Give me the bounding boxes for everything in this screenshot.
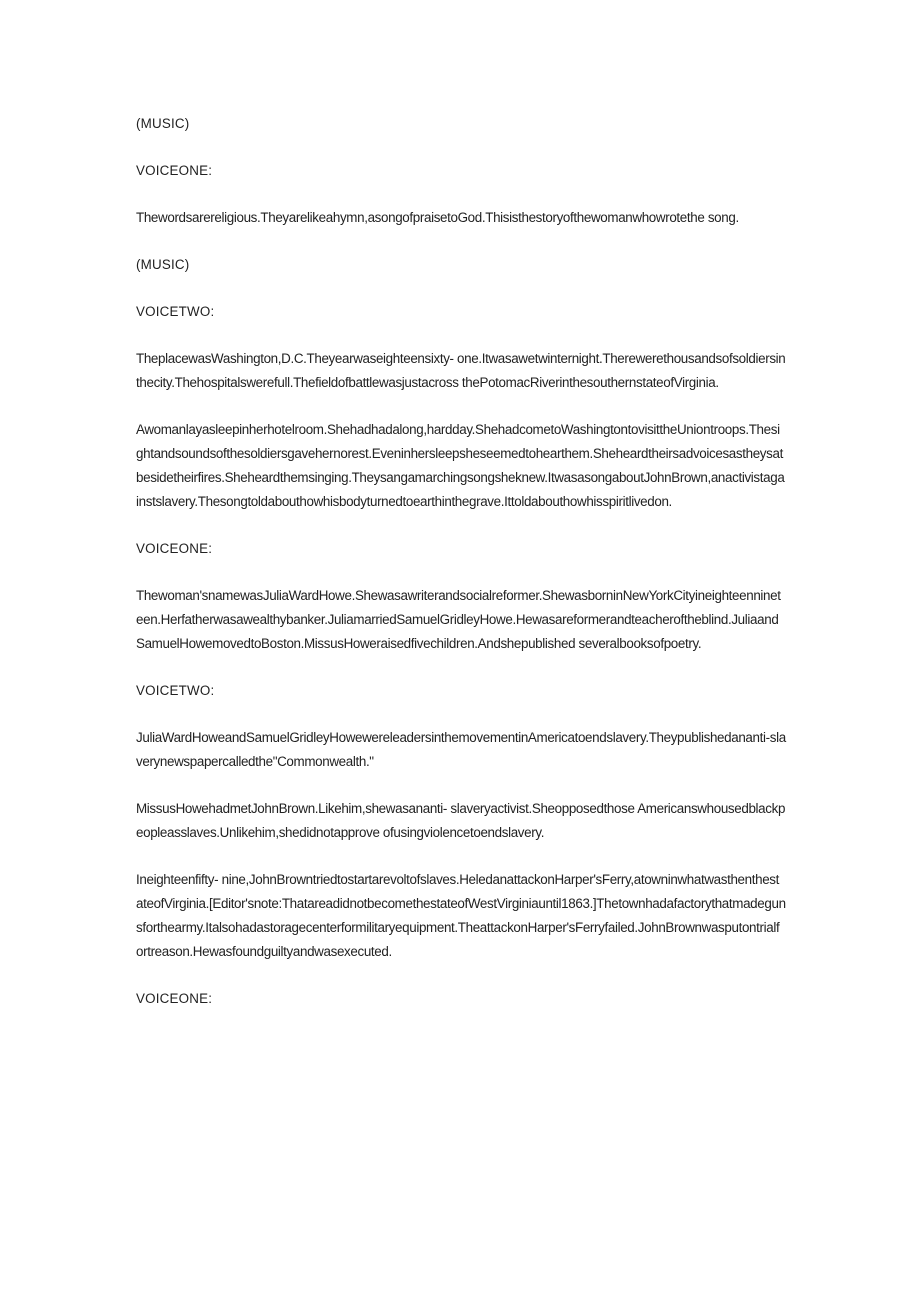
body-paragraph: Ineighteenfifty- nine,JohnBrowntriedtostartarevoltofslaves.HeledanattackonHarper'sFerry,atowninwhatwasthenthestateofVirginia.[Editor'snote:ThatareadidnotbecomethestateofWestVirginiauntil1863.]Thetownhadafactorythatmadegunsforthearmy.Italsohadastoragecenterformilitaryequipment.TheattackonHarper'sFerryfailed.JohnBrownwasputontrialfortreason.Hewasfoundguiltyandwasexecuted. — [136, 872, 786, 959]
document-body — [136, 112, 786, 1034]
speaker-label-voice-one: VOICEONE: — [136, 163, 213, 178]
body-paragraph: Thewoman'snamewasJuliaWardHowe.Shewasawriterandsocialreformer.ShewasborninNewYorkCityineighteennineteen.Herfatherwasawealthybanker.JuliamarriedSamuelGridleyHowe.Hewasareformerandteacheroftheblind.JuliaandSamuelHowemovedtoBoston.MissusHoweraisedfivechildren.Andshepublished severalbooksofpoetry. — [136, 588, 781, 651]
stage-cue-music: (MUSIC) — [136, 257, 190, 272]
body-paragraph: Awomanlayasleepinherhotelroom.Shehadhadalong,hardday.ShehadcometoWashingtontovisittheUniontroops.Thesightandsoundsofthesoldiersgavehernorest.Eveninhersleepsheseemedtohearthem.Sheheardtheirsadvoicesastheysatbesidetheirfires.Sheheardthemsinging.Theysangamarchingsongsheknew.ItwasasongaboutJohnBrown,anactivistagainstslavery.Thesongtoldabouthowhisbodyturnedtoearthinthegrave.Ittoldabouthowhisspiritlivedon. — [136, 422, 785, 509]
body-paragraph: MissusHowehadmetJohnBrown.Likehim,shewasananti- slaveryactivist.Sheopposedthose Americanswhousedblackpeopleasslaves.Unlikehim,shedidnotapprove ofusingviolencetoendslavery. — [136, 801, 786, 840]
body-paragraph: Thewordsarereligious.Theyarelikeahymn,asongofpraisetoGod.Thisisthestoryofthewomanwhowrotethe song. — [136, 210, 739, 225]
stage-cue-music: (MUSIC) — [136, 116, 190, 131]
body-paragraph: TheplacewasWashington,D.C.Theyearwaseighteensixty- one.Itwasawetwinternight.Therewerethousandsofsoldiersinthecity.Thehospitalswerefull.Thefieldofbattlewasjustacross thePotomacRiverinthesouthernstateofVirginia. — [136, 351, 786, 390]
speaker-label-voice-two: VOICETWO: — [136, 683, 215, 698]
speaker-label-voice-one: VOICEONE: — [136, 991, 213, 1006]
body-paragraph: JuliaWardHoweandSamuelGridleyHowewereleadersinthemovementinAmericatoendslavery.Theypublishedananti-slaverynewspapercalledthe"Commonwealth." — [136, 730, 786, 769]
speaker-label-voice-two: VOICETWO: — [136, 304, 215, 319]
speaker-label-voice-one: VOICEONE: — [136, 541, 213, 556]
